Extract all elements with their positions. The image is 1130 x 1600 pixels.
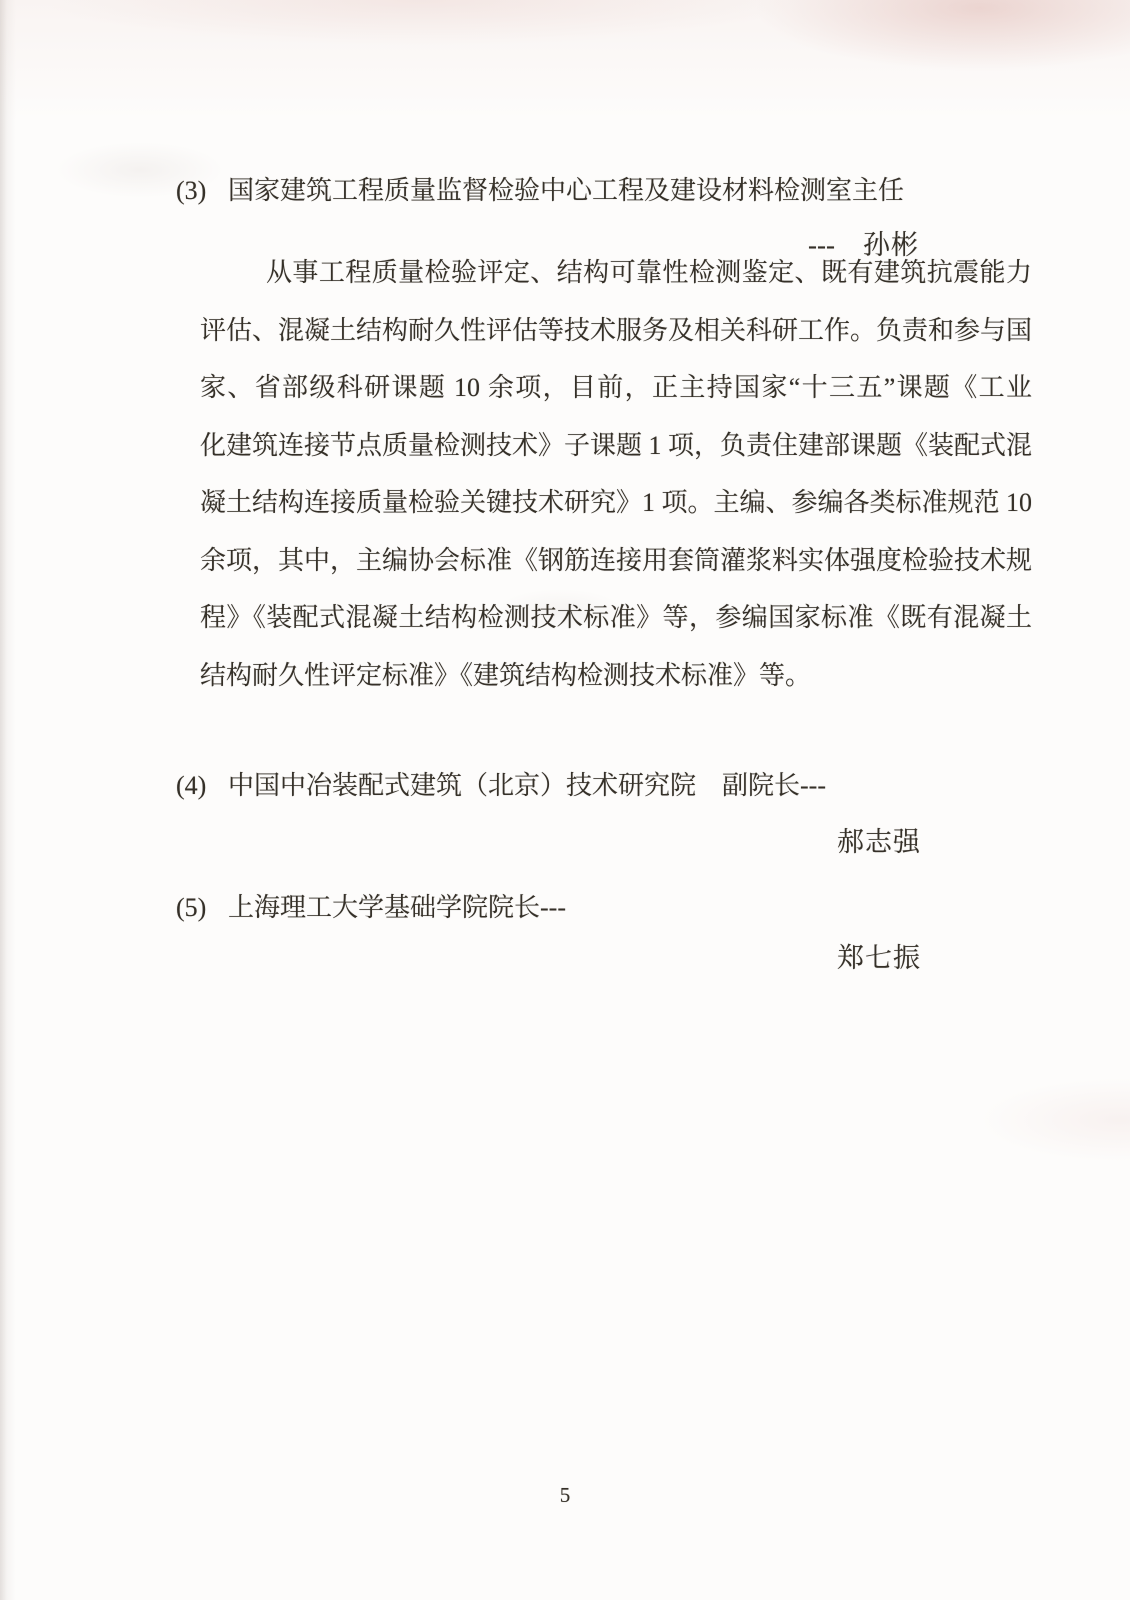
item-5-title: 上海理工大学基础学院院长--- (228, 893, 566, 922)
item-4-marker: (4) (176, 771, 207, 800)
item-5-marker: (5) (176, 893, 207, 922)
page-number: 5 (559, 1483, 571, 1507)
item-5-signature-name: 郑七振 (837, 943, 921, 973)
item-3-paragraph (200, 244, 1032, 704)
paragraph-line: 从事工程质量检验评定、结构可靠性检测鉴定、既有建筑抗震能力 (266, 258, 1032, 287)
paragraph-line: 凝土结构连接质量检验关键技术研究》1 项。主编、参编各类标准规范 10 (200, 488, 1033, 517)
item-5-signature-line (806, 907, 921, 1009)
item-3-signature-name: 孙彬 (862, 230, 919, 260)
paragraph-line: 评估、混凝土结构耐久性评估等技术服务及相关科研工作。负责和参与国 (200, 315, 1033, 345)
paragraph-line: 化建筑连接节点质量检测技术》子课题 1 项，负责住建部课题《装配式混 (200, 430, 1033, 460)
item-4-title: 中国中冶装配式建筑（北京）技术研究院 副院长--- (228, 771, 826, 800)
paragraph-line: 结构耐久性评定标准》《建筑结构检测技术标准》等。 (200, 660, 812, 690)
paragraph-line: 家、省部级科研课题 10 余项，目前，正主持国家“十三五”课题《工业 (200, 373, 1032, 402)
item-3-signature-dashes: --- (808, 230, 835, 260)
item-3-title: 国家建筑工程质量监督检验中心工程及建设材料检测室主任 (228, 176, 905, 205)
item-4-signature-line (806, 791, 921, 893)
list-item-5-heading (150, 848, 566, 968)
item-4-signature-name: 郝志强 (837, 827, 921, 857)
paragraph-line: 余项，其中，主编协会标准《钢筋连接用套筒灌浆料实体强度检验技术规 (200, 545, 1033, 575)
list-item-4-heading (150, 726, 826, 846)
paragraph-line: 程》《装配式混凝土结构检测技术标准》等，参编国家标准《既有混凝土 (200, 603, 1032, 632)
item-3-marker: (3) (176, 176, 207, 205)
